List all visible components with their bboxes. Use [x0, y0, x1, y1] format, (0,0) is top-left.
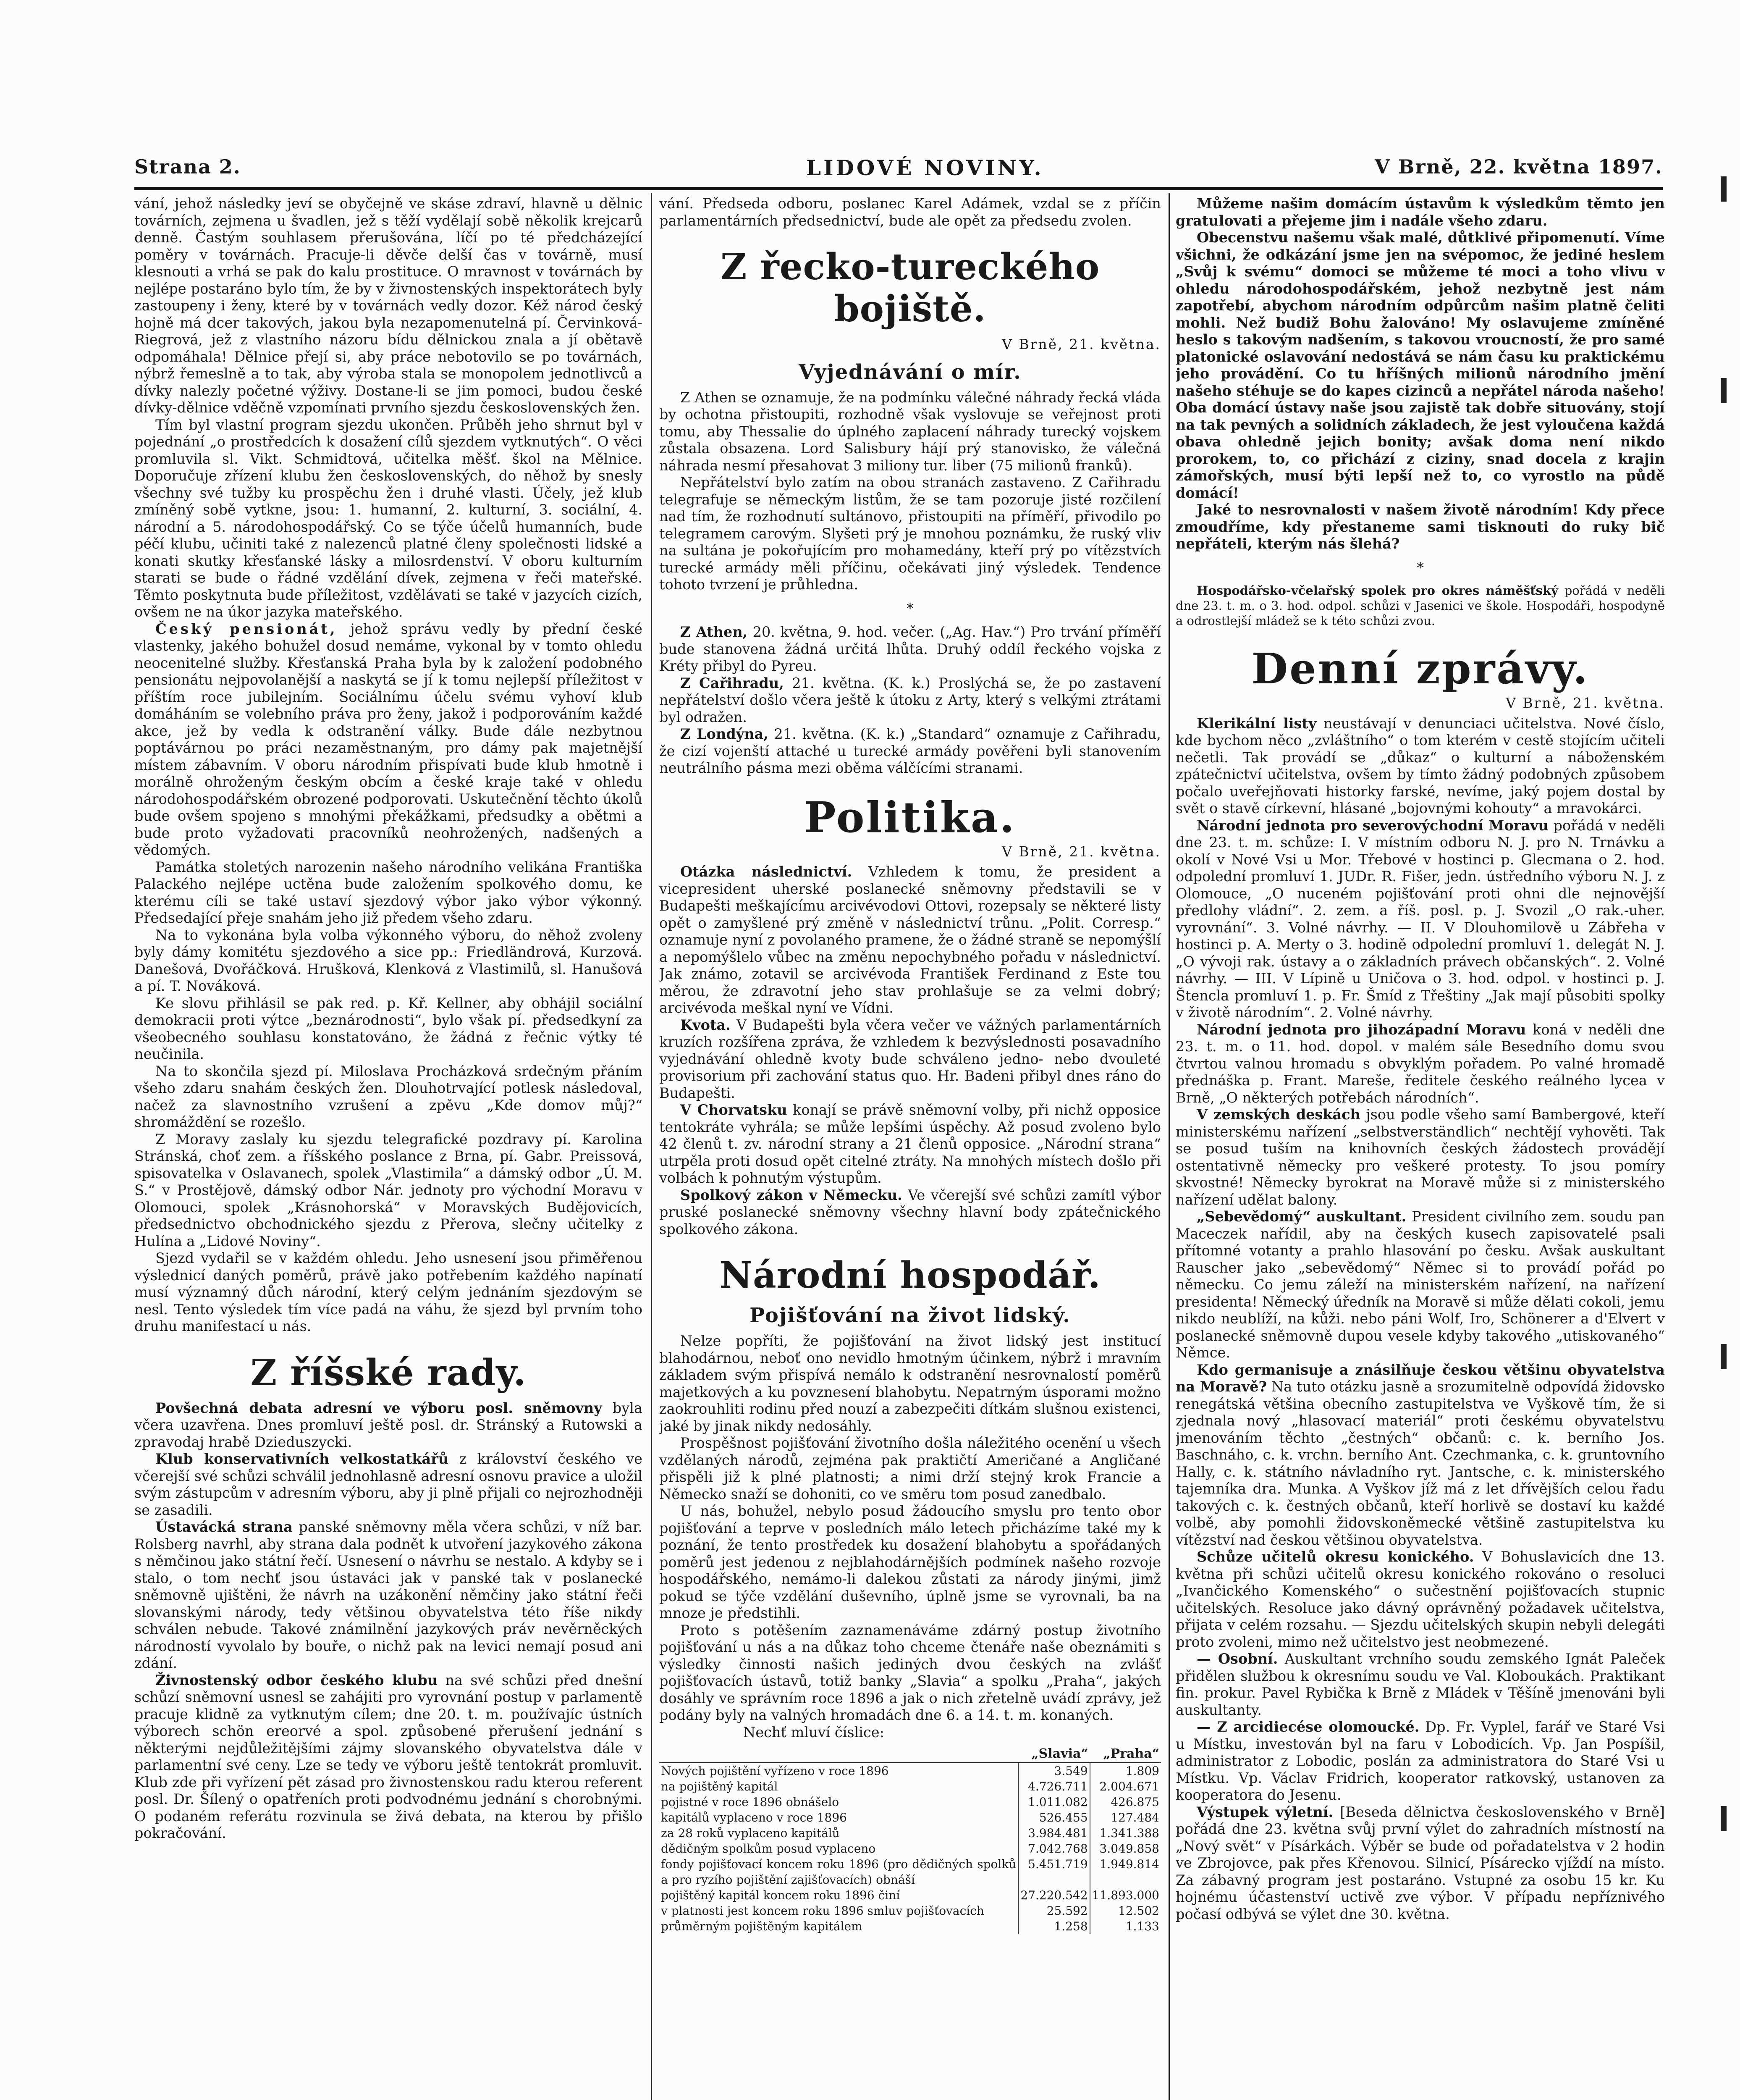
- news-item-body: panské sněmovny měla včera schůzi, v níž bar. Rolsberg navrhl, aby strana dala podnět k utvoření jazykového zákona s němčinou jako státní řečí. Usnesení o návrhu se nestalo. A kdyby se i stalo, o tom nechť jsou ústaváci jak v panské tak v poslanecké sněmovně ujištěni, že návrh na uzákonění němčiny jako státní řeči slovanskými národy, tedy většinou obyvatelstva této říše nikdy schválen nebude. Takové známilnění jazykových práv nevěrněckých národností vyvolalo by bouře, o nichž pak na levici nemají posud ani zdání.: [134, 1519, 642, 1671]
- news-item-body: Auskultant vrchního soudu zemského Ignát Paleček přidělen službou k okresnímu soudu ve Val. Kloboukách. Praktikant fin. prokur. Pavel Rybička k Brně z Mládek v Těšíně jmenováni byli auskultanty.: [1176, 1651, 1665, 1718]
- scan-mark: [1721, 1806, 1727, 1831]
- news-item: [659, 1102, 1161, 1187]
- table-cell-label: kapitálů vyplaceno v roce 1896: [661, 1811, 847, 1824]
- table-cell-label: dědičným spolkům posud vyplaceno: [661, 1842, 876, 1856]
- news-item-head: Povšechná debata adresní ve výboru posl. sněmovny: [155, 1399, 602, 1416]
- table-cell-label: Nových pojištění vyřízeno v roce 1896: [661, 1764, 889, 1778]
- insurance-table: [659, 1745, 1161, 1934]
- news-item: [1176, 583, 1665, 628]
- news-item-head: Kdo germanisuje a znásilňuje českou většinu obyvatelstva na Moravě?: [1176, 1361, 1665, 1395]
- article-paragraph: Nelze popříti, že pojišťování na život lidský jest institucí blahodárnou, neboť ono nevidlo hmotným účinkem, nýbrž i mravním základem svým přispívá nemálo k odstranění nesrovnalostí poměrů majetkových a ku povznesení blahobytu. Nepatrným úsporami možno zaokrouhliti rodinu před nouzí a zabezpečiti dítkám slušnou existenci, jaké by jinak nikdy nedosáhly.: [659, 1333, 1161, 1434]
- table-cell-label: fondy pojišťovací koncem roku 1896 (pro dědičných spolků a pro ryzího pojištění zajišťovacích) obnáší: [661, 1857, 1017, 1887]
- table-row: [659, 1779, 1161, 1794]
- news-item-body: Na tuto otázku jasně a srozumitelně odpovídá židovsko renegátská většina obecního zastupitelstva ve Vyškově tím, že si zjednala nový „hlasovací materiál“ proti českému obyvatelstvu jmenováním těchto „čestných“ občanů: c. k. berního Jos. Baschnáho, c. k. vrchn. berního Ant. Czechmanka, c. k. gruntovního Hally, c. k. státního návladního ryt. Jantsche, c. k. ministerského tajemníka dra. Munka. A Vyškov jíž má z let dřívějších celou řadu takových c. k. čestných občanů, kteří horlivě se dostaví ku každé volbě, aby pomohli židovskoněmecké většině zastupitelstva ku vítězství nad českou většinou obyvatelstva.: [1176, 1378, 1665, 1548]
- news-item-body: byla včera uzavřena. Dnes promluví ještě posl. dr. Stránský a Rutowski a zpravodaj hrabě Dzieduszycki.: [134, 1399, 642, 1450]
- news-item-head: Hospodářsko-včelařský spolek pro okres náměšťský: [1197, 583, 1558, 598]
- news-item: [134, 1451, 642, 1519]
- news-item: [659, 1017, 1161, 1102]
- telegram-body: 20. května, 9. hod. večer. („Ag. Hav.“) Pro trvání příměří bude stanovena žádná určitá lhůta. Druhý oddíl řeckého vojska z Kréty přibyl do Pyreu.: [659, 624, 1161, 674]
- table-row: [659, 1887, 1161, 1903]
- table-cell-label: za 28 roků vyplaceno kapitálů: [661, 1826, 840, 1840]
- table-cell-praha: 11.893.000: [1090, 1887, 1161, 1903]
- section-heading-zpravy: Denní zprávy.: [1251, 644, 1589, 693]
- news-item-head: Spolkový zákon v Německu.: [680, 1186, 902, 1203]
- article-paragraph: Na to skončila sjezd pí. Miloslava Procházková srdečným přáním všeho zdaru snahám českých žen. Dlouhotrvající potlesk následoval, načež za slavnostního vzrušení a zpěvu „Kde domov můj?“ shromáždění se rozešlo.: [134, 1063, 642, 1130]
- section-heading-rada: Z říšské rady.: [250, 1351, 527, 1394]
- table-row: [659, 1825, 1161, 1841]
- column-middle: [659, 195, 1161, 2100]
- news-item-body: z království českého ve včerejší své schůzi schválil jednohlasně adresní osnovu pravice a uložil svým zástupcům v adresním výboru, aby ji plně přijali co nejrozhodněji se zasadili.: [134, 1451, 642, 1518]
- table-cell-praha: 1.341.388: [1090, 1825, 1161, 1841]
- article-paragraph: [134, 621, 642, 859]
- table-cell-praha: 1.133: [1090, 1919, 1161, 1934]
- subheading: Vyjednávání o mír.: [799, 360, 1022, 384]
- table-cell-label: v platnosti jest koncem roku 1896 smluv pojišťovacích: [661, 1904, 984, 1918]
- telegram-body: 21. května. (K. k.) Proslýchá se, že po zastavení nepřátelství došlo včera ještě k útoku z Arty, který s velkými ztrátami byl odražen.: [659, 675, 1161, 725]
- dateline: V Brně, 21. května.: [1002, 336, 1161, 352]
- news-item-body: pořádá v neděli dne 23. t. m. schůze: I. V místním odboru N. J. pro N. Trnávku a okolí v Nové Vsi u Mor. Třebové v hostinci p. Glecmana o 2. hod. odpolední promluví 1. JUDr. R. Fišer, jedn. ústředního výboru N. J. z Olomouce, „O nuceném pojišťování proti ohni dle nejnovější předlohy vládní“. 2. zem. a říš. posl. p. J. Svozil „O rak.-uher. vyrovnání“. 3. Volné návrhy. — II. V Dlouhomilově u Zábřeha v hostinci p. A. Merty o 3. hodině odpolední promluví 1. delegát N. J. „O vývoji rak. ústavy a o základních právech občanských“. 2. Volné návrhy. — III. V Lípině u Uničova o 3. hod. odpol. v hostinci p. J. Štencla promluví 1. p. Fr. Šmíd z Třeštiny „Jak mají působiti spolky v životě národním“. 2. Volné návrhy.: [1176, 817, 1665, 1021]
- news-item-head: Ústavácká strana: [155, 1519, 293, 1535]
- dateline: V Brně, 21. května.: [1506, 695, 1665, 711]
- table-header-cell: „Praha“: [1090, 1745, 1161, 1763]
- table-cell-slavia: 4.726.711: [1018, 1779, 1090, 1794]
- article-paragraph: Ke slovu přihlásil se pak red. p. Kř. Kellner, aby obhájil sociální demokracii proti výtce „beznárodnosti“, bylo však pí. předsedkyní za všeobecného souhlasu konstatováno, že žádná z řečnic výtky té neučinila.: [134, 995, 642, 1062]
- article-paragraph: Na to vykonána byla volba výkonného výboru, do něhož zvoleny byly dámy komitétu sjezdového a sice pp.: Friedländrová, Kurzová. Danešová, Dvořáčková. Hrušková, Klenková z Vlastimilů, sl. Hanušová a pí. T. Nováková.: [134, 927, 642, 994]
- table-row: [659, 1856, 1161, 1887]
- telegram-head: Z Athen,: [680, 624, 748, 640]
- article-paragraph: Můžeme našim domácím ústavům k výsledkům těmto jen gratulovati a přejeme jim i nadále všeho zdaru.: [1176, 195, 1665, 229]
- article-paragraph: U nás, bohužel, nebylo posud žádoucího smyslu pro tento obor pojišťování a teprve v posledních málo letech přicházíme také my k poznání, že tento prostředek ku dosažení blahobytu a spořádaných poměrů jest jedenou z nejblahodárnějších podmínek našeho rozvoje hospodářského, nemámo-li dalekou zůstati za národy jinými, jimž pokud se týče vzdělání duševního, úplně jsme se vyrovnali, ba na mnoze je předstihli.: [659, 1503, 1161, 1621]
- table-row: [659, 1919, 1161, 1934]
- news-item-body: V Budapešti byla včera večer ve vážných parlamentárních kruzích rozšířena zpráva, že vzhledem k bezvýslednosti posavadního vyjednávání ohledně kvoty bude schváleno jedno- nebo dvouleté provisorium při zachování status quo. Hr. Badeni přibyl dnes ráno do Budapešti.: [659, 1016, 1161, 1101]
- article-paragraph: Nepřátelství bylo zatím na obou stranách zastaveno. Z Cařihradu telegrafuje se německým listům, že se tam pozoruje jisté rozčilení nad tím, že rozhodnutí sultánovo, přistoupiti na příměří, přivodilo po telegramem carovým. Slyšeti prý je mnohou poznámku, že ruský vliv na sultána je pokořujícím pro mohamedány, kteří prý po vítězstvích turecké armády měli příčinu, očekávati jiný výsledek. Tendence tohoto tvrzení je průhledna.: [659, 474, 1161, 593]
- table-row: [659, 1841, 1161, 1856]
- article-paragraph: Z Athen se oznamuje, že na podmínku válečné náhrady řecká vláda by ochotna přistoupiti, rozhodně však vyslovuje se veřejnost proti tomu, aby Thessalie do úplného zaplacení náhrady turecký vojskem zůstala obsazena. Lord Salisbury hájí prý stanovisko, že válečná náhrada nesmí přesahovat 3 miliony tur. liber (75 milionů franků).: [659, 389, 1161, 474]
- article-paragraph: Proto s potěšením zaznamenáváme zdárný postup životního pojišťování u nás a na důkaz toho chceme čtenáře naše obeznámiti s výsledky činnosti našich jediných dvou českých na zvlášť pojišťovacích ústavů, totiž banky „Slavia“ a spolku „Praha“, jakých dosáhly ve správním roce 1896 a jak o nich zřetelně uvádí zprávy, jež podány byly na valných hromadách dne 6. a 14. t. m. konaných.: [659, 1622, 1161, 1723]
- header-rule: [134, 187, 1663, 190]
- scan-mark: [1721, 176, 1727, 202]
- news-item-head: Živnostenský odbor českého klubu: [155, 1672, 438, 1688]
- scan-mark: [1721, 378, 1727, 403]
- table-cell-label: pojištěný kapitál koncem roku 1896 činí: [661, 1888, 900, 1902]
- news-item-body: jsou podle všeho samí Bambergové, kteří ministerskému nařízení „selbstverständlich“ nechtějí vyhověti. Tak se posud tuším na knihovních českých žádostech provádějí ostentativně německy pro veškeré protesty. To jsou pomíry skvostné! Německy byrokrat na Moravě může si z ministerského nařízení udělat balony.: [1176, 1106, 1665, 1208]
- news-item: [1176, 1651, 1665, 1719]
- news-item-head: Kvota.: [680, 1016, 731, 1033]
- table-cell-praha: 1.809: [1090, 1763, 1161, 1779]
- table-cell-slavia: 526.455: [1018, 1810, 1090, 1825]
- table-row: [659, 1763, 1161, 1779]
- news-item-body: na své schůzi před dnešní schůzí sněmovní usnesl se zahájiti pro vyrovnání postup v parlamentě pracuje klidně za vytknutým cílem; dne 20. t. m. používajíc ústních výborech schön ereorvé a spol. způsobené přerušení jednání s některými nejdůležitějšími zájmy slovanského obyvatelstva dále v parlamentní své ceny. Lze se tedy ve výboru ještě tentokrát promluvit. Klub zde při vyřízení pět zásad pro živnostenskou radu kterou referent posl. Dr. Šílený o opatřeních proti podvodnému jednání s chorobnými. O podaném referátu rozvinula se živá debata, na kterou by přišlo pokračování.: [134, 1672, 642, 1841]
- table-cell-slavia: 5.451.719: [1018, 1856, 1090, 1887]
- scan-mark: [1721, 1344, 1727, 1369]
- table-cell-praha: 127.484: [1090, 1810, 1161, 1825]
- section-heading-bojiste: Z řecko-tureckého bojiště.: [720, 246, 1100, 330]
- news-item-head: Otázka následnictví.: [680, 864, 852, 880]
- news-item: [1176, 1106, 1665, 1208]
- news-item-body: Vzhledem k tomu, že president a vicepresident uherské poslanecké sněmovny představili se v Budapešti meškajícímu arcivévodovi Ottovi, rozepsaly se některé listy opět o zamyšlené prý změně v následnictví trůnu. „Polit. Corresp.“ oznamuje nyní z povolaného pramene, že o žádné straně se nepomýšlí a nepomýšlelo vůbec na změnu nepochybného pořadu v následnictví. Jak známo, zotavil se arcivévoda František Ferdinand z Este tou měrou, že zdravotní jeho stav prohlašuje se za velmi dobrý; arcivévoda meškal nyní ve Vídni.: [659, 864, 1161, 1016]
- news-item-head: Schůze učitelů okresu konického.: [1197, 1549, 1474, 1565]
- table-cell-praha: 1.949.814: [1090, 1856, 1161, 1887]
- table-body: [659, 1763, 1161, 1934]
- news-item: [1176, 715, 1665, 817]
- table-cell-label: pojistné v roce 1896 obnášelo: [661, 1795, 839, 1809]
- table-header-cell: [659, 1745, 1018, 1763]
- section-heading-hospodar: Národní hospodář.: [719, 1254, 1101, 1297]
- news-item: [1176, 1021, 1665, 1107]
- news-item-body: V Bohuslavicích dne 13. května při schůzi učitelů okresu konického rokováno o resoluci „Ivančického Komenského“ o sučestnění pojišťovacích stupnic učitelských. Resoluce jako dávný oprávněný požadavek učitelstva, přijata v celém rozsahu. — Sjezdu učitelských skupin nebyli delegáti proto zvoleni, mimo než učitelstvo jest neobmezené.: [1176, 1549, 1665, 1650]
- table-header-row: [659, 1745, 1161, 1763]
- news-item: [1176, 1362, 1665, 1549]
- news-item-head: Národní jednota pro jihozápadní Moravu: [1197, 1021, 1526, 1038]
- column-left: [134, 195, 642, 2100]
- table-caption: Nechť mluví číslice:: [743, 1724, 884, 1740]
- column-right: [1176, 195, 1665, 2100]
- article-paragraph: Sjezd vydařil se v každém ohledu. Jeho usnesení jsou přiměřenou výslednicí daných poměrů, právě jako potřebením každého napínatí musí významný důch národní, který celým jednáním sjezdovým se nesl. Tento výsledek tím více padá na váhu, že sjezd byl prvním toho druhu manifestací u nás.: [134, 1250, 642, 1334]
- article-paragraph: vání. Předseda odboru, poslanec Karel Adámek, vzdal se z příčin parlamentárních předsednictví, bude ale opět za předsedu zvolen.: [659, 195, 1161, 229]
- news-item-body: pořádá v neděli dne 23. t. m. o 3. hod. odpol. schůzi v Jasenici ve škole. Hospodáři, hospodyně a odrostlejší mládež se k této schůzi zvou.: [1176, 583, 1665, 628]
- table-cell-praha: 3.049.858: [1090, 1841, 1161, 1856]
- news-item: [134, 1400, 642, 1451]
- article-paragraph: Z Moravy zaslaly ku sjezdu telegrafické pozdravy pí. Karolina Stránská, choť zem. a říšského poslance z Brna, pí. Gabr. Preissová, spisovatelka v Oslavanech, spolek „Vlastimila“ a dámský odbor „Ú. M. S.“ v Prostějově, dámský odbor Nár. jednoty pro východní Moravu v Olomouci, spolek „Krásnohorská“ v Moravských Budějovicích, předsednictvo obchodnického sjezdu z Přerova, slečny učitelky z Hulína a „Lidové Noviny“.: [134, 1131, 642, 1250]
- section-heading-politika: Politika.: [804, 792, 1016, 842]
- telegram-body: 21. května. (K. k.) „Standard“ oznamuje z Cařihradu, že cizí vojenští attaché u turecké armády pověřeni byli stanovením neutrálního pásma mezi oběma válčícími stranami.: [659, 726, 1161, 776]
- telegram: [659, 675, 1161, 726]
- news-item: [1176, 1804, 1665, 1923]
- page-number: Strana 2.: [134, 155, 241, 178]
- article-paragraph: vání, jehož následky jeví se obyčejně ve skáse zdraví, hlavně u dělnic továrních, zejmena u švadlen, jež s těží vydělají sobě několik krejcarů denně. Častým souhlasem přerušována, líčí po té předcházející poměry v továrnách. Pracuje-li děvče delší čas v továrně, musí klesnouti a vrhá se pak do kalu prostituce. O mravnost v továrnách by nejlépe postaráno bylo tím, že by v živnostenských inspektorátech byly zastoupeny i ženy, které by v továrnách vedly dozor. Kéž národ český hojně má dcer takových, jakou byla nezapomenutelná pí. Červinková-Riegrová, jež z vlastního názoru bídu dělnickou znala a jí obětavě odpomáhala! Dělnice přejí si, aby práce nebotovilo se po továrnách, nýbrž řemeslně a to tak, aby výroba stala se monopolem jednotlivců a dívky nalezly početné výživy. Dostane-li se jim pomoci, budou české dívky-dělnice vděčně vzpomínati prvního sjezdu československých žen.: [134, 195, 642, 416]
- table-cell-slavia: 25.592: [1018, 1903, 1090, 1919]
- news-item-head: — Osobní.: [1197, 1651, 1278, 1667]
- news-item: [1176, 1549, 1665, 1651]
- news-item-head: Klub konservativních velkostatkářů: [155, 1451, 449, 1467]
- table-cell-label: průměrným pojištěným kapitálem: [661, 1919, 862, 1933]
- news-item-head: V Chorvatsku: [680, 1102, 787, 1118]
- article-paragraph: Obecenstvu našemu však malé, důtklivé připomenutí. Víme všichni, že odkázání jsme jen na svépomoc, že jediné heslem „Svůj k svému“ domoci se můžeme té moci a toho vlivu v ohledu národohospodářském, jehož nezbytně jest nám zapotřebí, abychom národním odpůrcům našim platně čeliti mohli. Než budiž Bohu žalováno! My oslavujeme zmíněné heslo s takovým nadšením, s takovou vroucností, že pro samé platonické oslavování nedostává se nám času ku praktickému jeho provádění. Co tu hříšných milionů národního jmění našeho stéhuje se do kapes cizinců a nepřátel národa našeho! Oba domácí ústavy naše jsou zajistě tak dobře situovány, stojí na tak pevných a solidních základech, že jest vyloučena každá obava ohledně jejich bonity; avšak doma není nikdo prorokem, to, co přichází z ciziny, snad docela z krajin zámořských, musí býti lepší než to, co vyrostlo na půdě domácí!: [1176, 229, 1665, 501]
- news-item-head: — Z arcidiecése olomoucké.: [1197, 1719, 1420, 1735]
- table-cell-slavia: 1.011.082: [1018, 1794, 1090, 1810]
- telegram: [659, 726, 1161, 777]
- news-item: [1176, 1208, 1665, 1362]
- article-paragraph: Jaké to nesrovnalosti v našem životě národním! Kdy přece zmoudříme, kdy přestaneme sami tisknouti do ruky bič nepřáteli, kterým nás šlehá?: [1176, 501, 1665, 552]
- separator-star: *: [1417, 559, 1424, 576]
- page-header: [134, 155, 1663, 185]
- column-divider: [1169, 193, 1170, 2100]
- table-cell-slavia: 1.258: [1018, 1919, 1090, 1934]
- telegram-head: Z Londýna,: [680, 726, 768, 742]
- news-item-body: koná v neděli dne 23. t. m. o 11. hod. dopol. v malém sále Besedního domu svou čtvrtou valnou hromadu s obvyklým pořadem. Po valné hromadě přednáška p. Frant. Mareše, ředitele českého reálného lycea v Brně, „O některých potřebách národních“.: [1176, 1021, 1665, 1106]
- dateline: V Brně, 21. května.: [1002, 843, 1161, 860]
- news-item-head: V zemských deskách: [1197, 1106, 1360, 1123]
- article-paragraph: Tím byl vlastní program sjezdu ukončen. Průběh jeho shrnut byl v pojednání „o prostředcích k dosažení cílů sjezdem vytknutých“. O věci promluvila sl. Vikt. Schmidtová, učitelka měšť. škol na Mělnice. Doporučuje zřízení klubu žen československých, do něhož by snesly všechny své tužby ku prospěchu žen i druhé vlasti. Účely, jež klub zmíněný sobě vytkne, jsou: 1. humanní, 2. kulturní, 3. sociální, 4. národní a 5. národohospodářský. Co se týče účelů humanních, bude péčí klubu, učiniti také z nalezenců platné členy společnosti lidské a konati skutky křesťanské lásky a milosrdenství. V oboru kulturním starati se bude o řádné vzdělání dívek, zejmena v řeči mateřské. Těmto poskytnuta bude příležitost, vzdělávati se také v jazycích cizích, ovšem ne na úkor jazyka mateřského.: [134, 416, 642, 620]
- table-cell-praha: 12.502: [1090, 1903, 1161, 1919]
- news-item: [1176, 1719, 1665, 1804]
- issue-date: V Brně, 22. května 1897.: [1374, 155, 1663, 178]
- table-cell-slavia: 3.984.481: [1018, 1825, 1090, 1841]
- telegram-head: Z Cařihradu,: [680, 675, 784, 691]
- table-cell-slavia: 7.042.768: [1018, 1841, 1090, 1856]
- table-cell-label: na pojištěný kapitál: [661, 1780, 778, 1793]
- table-header-cell: „Slavia“: [1018, 1745, 1090, 1763]
- news-item: [659, 864, 1161, 1017]
- news-item-head: Klerikální listy: [1197, 715, 1317, 732]
- news-item-body: [Beseda dělnictva československého v Brně] pořádá dne 23. května svůj první výlet do zahradních místností na „Nový svět“ v Písárkách. Výběr se bude od pořadatelstva v 2 hodin ve Zbrojovce, pak přes Křenovou. Silnicí, Písárecko vjíždí na místo. Za zábavný program jest postaráno. Vstupné za osobu 15 kr. Ku hojnému účastenství uctivě zve výbor. V případu nepříznivého počasí odbývá se výlet dne 30. května.: [1176, 1803, 1665, 1922]
- news-item-head: Výstupek výletní.: [1197, 1803, 1334, 1820]
- news-item-body: Dp. Fr. Vyplel, farář ve Staré Vsi u Místku, investován byl na faru v Lobodicích. Vp. Jan Pospíšil, administrator z Lobodic, poslán za administratora do Staré Vsi u Místku. Vp. Václav Fridrich, kooperator ratkovský, ustanoven za kooperatora do Jesenu.: [1176, 1719, 1665, 1803]
- scan-edge-marks: [1721, 168, 1733, 2100]
- table-cell-praha: 426.875: [1090, 1794, 1161, 1810]
- news-item: [134, 1672, 642, 1842]
- paragraph-body: jehož správu vedly by přední české vlastenky, jakého bohužel dosud nemáme, vykonal by v tomto ohledu neocenitelné služby. Křesťanská Praha byla by k založení podobného pensionátu nejpovolanější a naskytá se jí k tomu nejlepší příležitost v příštím roce jubilejním. Sociálnímu účelu svému vyhoví klub domáháním se volebního práva pro ženy, jakož i podporováním každé akce, jež by vedla k odstranění války. Bude dále nezbytnou poptávárnou po práci nezaměstnaným, pro dámy pak majetnější místem zábavním. V oboru národním přispívati bude klub hmotně i morálně ohroženým českým obcím a české kraje také v ohledu národohospodářském obrozené podporovati. Uskutečnění těchto úkolů bude ovšem spojeno s mnohými překážkami, předsudky a obětmi a bude proto vyžadovati pracovníků neohrožených, nadšených a vědomých.: [134, 620, 642, 858]
- column-divider: [651, 193, 652, 2100]
- news-item: [134, 1519, 642, 1672]
- paragraph-lead: Český pensionát,: [155, 620, 338, 637]
- article-paragraph: Památka stoletých narozenin našeho národního velikána Františka Palackého nejlépe uctěna bude založením spolkového domu, ke kterému cíli se také ustaví sjezdový výbor jako výbor výkonný. Předsedající přeje snahám jeho již předem všeho zdaru.: [134, 858, 642, 926]
- table-row: [659, 1810, 1161, 1825]
- table-cell-praha: 2.004.671: [1090, 1779, 1161, 1794]
- separator-star: *: [907, 600, 914, 617]
- table-cell-slavia: 27.220.542: [1018, 1887, 1090, 1903]
- telegram: [659, 624, 1161, 675]
- news-item-body: konají se právě sněmovní volby, při nichž opposice tentokráte vyhrála; se může lepšími úspěchy. Až posud zvoleno bylo 42 členů t. zv. národní strany a 21 členů opposice. „Národní strana“ utrpěla proti dosud opět citelné ztráty. Na mnohých místech došlo při volbách k pohnutým výstupům.: [659, 1102, 1161, 1186]
- newspaper-title: LIDOVÉ NOVINY.: [806, 155, 1044, 180]
- table-row: [659, 1794, 1161, 1810]
- table-cell-slavia: 3.549: [1018, 1763, 1090, 1779]
- article-paragraph: Prospěšnost pojišťování životního došla náležitého ocenění u všech vzdělaných národů, zejména pak praktičtí Američané a Angličané přispěli již k plné platnosti; a nimi drží stejný krok Francie a Německo snaží se dohoniti, co ve směru tom posud zanedbalo.: [659, 1435, 1161, 1502]
- table-row: [659, 1903, 1161, 1919]
- news-item-body: neustávají v denunciaci učitelstva. Nové číslo, kde bychom něco „zvláštního“ o tom kterém v cestě stojícím učiteli nečetli. Tak provádí se „důkaz“ o kulturní a náboženském zpátečnictví učitelstva, ovšem by tímto žádný podobných způsobem počalo uveřejňovati historky farské, nevíme, jaký pojem dostal by svět o stavě církevní, hlásané „bojovnými kohouty“ a mravokárci.: [1176, 715, 1665, 816]
- news-item-head: Národní jednota pro severovýchodní Moravu: [1197, 817, 1549, 834]
- news-item: [1176, 817, 1665, 1021]
- news-item-body: Ve včerejší své schůzi zamítl výbor pruské poslanecké sněmovny všechny hlavní body zpátečnického spolkového zákona.: [659, 1186, 1161, 1237]
- news-item-head: „Sebevědomý“ auskultant.: [1197, 1208, 1407, 1225]
- subheading: Pojišťování na život lidský.: [749, 1304, 1071, 1327]
- news-item-body: President civilního zem. soudu pan Maceczek nařídil, aby na českých kusech zapisovatelé psali přítomné votanty a prahlo hlasování po česku. Avšak auskultant Rauscher jako „sebevědomý“ Němec si to provádí pořád po německu. Co jemu záleží na ministerském nařízení, na nařízení presidenta! Německý úředník na Moravě si může dělati cokoli, jemu nikdo neublíží, na kůži. nebo páni Wolf, Iro, Schönerer a d'Elvert v poslanecké sněmovně dupou vesele kdyby takového „utiskovaného“ Němce.: [1176, 1208, 1665, 1361]
- news-item: [659, 1187, 1161, 1238]
